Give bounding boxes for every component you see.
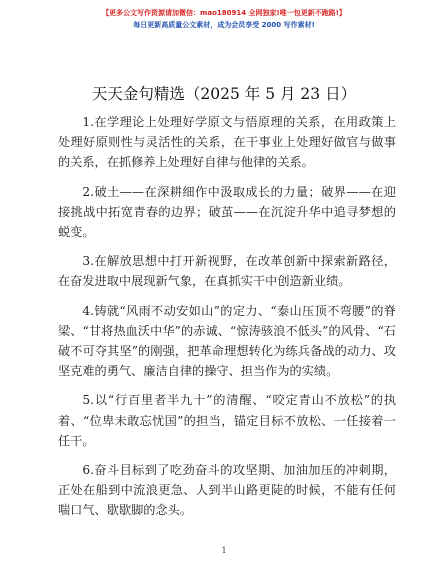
document-title: 天天金句精选（2025 年 5 月 23 日） <box>91 85 357 103</box>
document-body <box>58 112 396 530</box>
paragraph: 1.在学理论上处理好学原文与悟原理的关系，在用政策上处理好原则性与灵活性的关系，在干事业上处理好做官与做事的关系，在抓修养上处理好自律与他律的关系。 <box>58 115 396 170</box>
paragraph: 5.以“行百里者半九十”的清醒、“咬定青山不放松”的执着、“位卑未敢忘忧国”的担当，锚定目标不放松、一任接着一任干。 <box>58 393 396 448</box>
promo-banner-line-1: 【更多公文写作资源请加微信：mao180914 全网独家!唯一包更新不跑路!】 <box>102 9 346 17</box>
paragraph: 4.铸就“风雨不动安如山”的定力、“泰山压顶不弯腰”的脊梁、“甘将热血沃中华”的赤诚、“惊涛骇浪不低头”的风骨、“石破不可夺其坚”的刚强，把革命理想转化为练兵备战的动力、攻坚克难的勇气、廉洁自律的操守、担当作为的实绩。 <box>58 303 396 379</box>
paragraph: 3.在解放思想中打开新视野，在改革创新中探索新路径，在奋发进取中展现新气象，在真抓实干中创造新业绩。 <box>58 254 396 289</box>
paragraph: 6.奋斗目标到了吃劲奋斗的攻坚期、加油加压的冲刺期，正处在船到中流浪更急、人到半山路更陡的时候，不能有任何喘口气、歇歇脚的念头。 <box>58 463 396 518</box>
page-number: 1 <box>221 546 227 555</box>
paragraph: 2.破土——在深耕细作中汲取成长的力量；破界——在迎接挑战中拓宽青春的边界；破茧——在沉淀升华中追寻梦想的蜕变。 <box>58 184 396 240</box>
promo-banner-line-2: 每日更新高质量公文素材，成为会员享受 2000 写作素材! <box>133 21 315 29</box>
